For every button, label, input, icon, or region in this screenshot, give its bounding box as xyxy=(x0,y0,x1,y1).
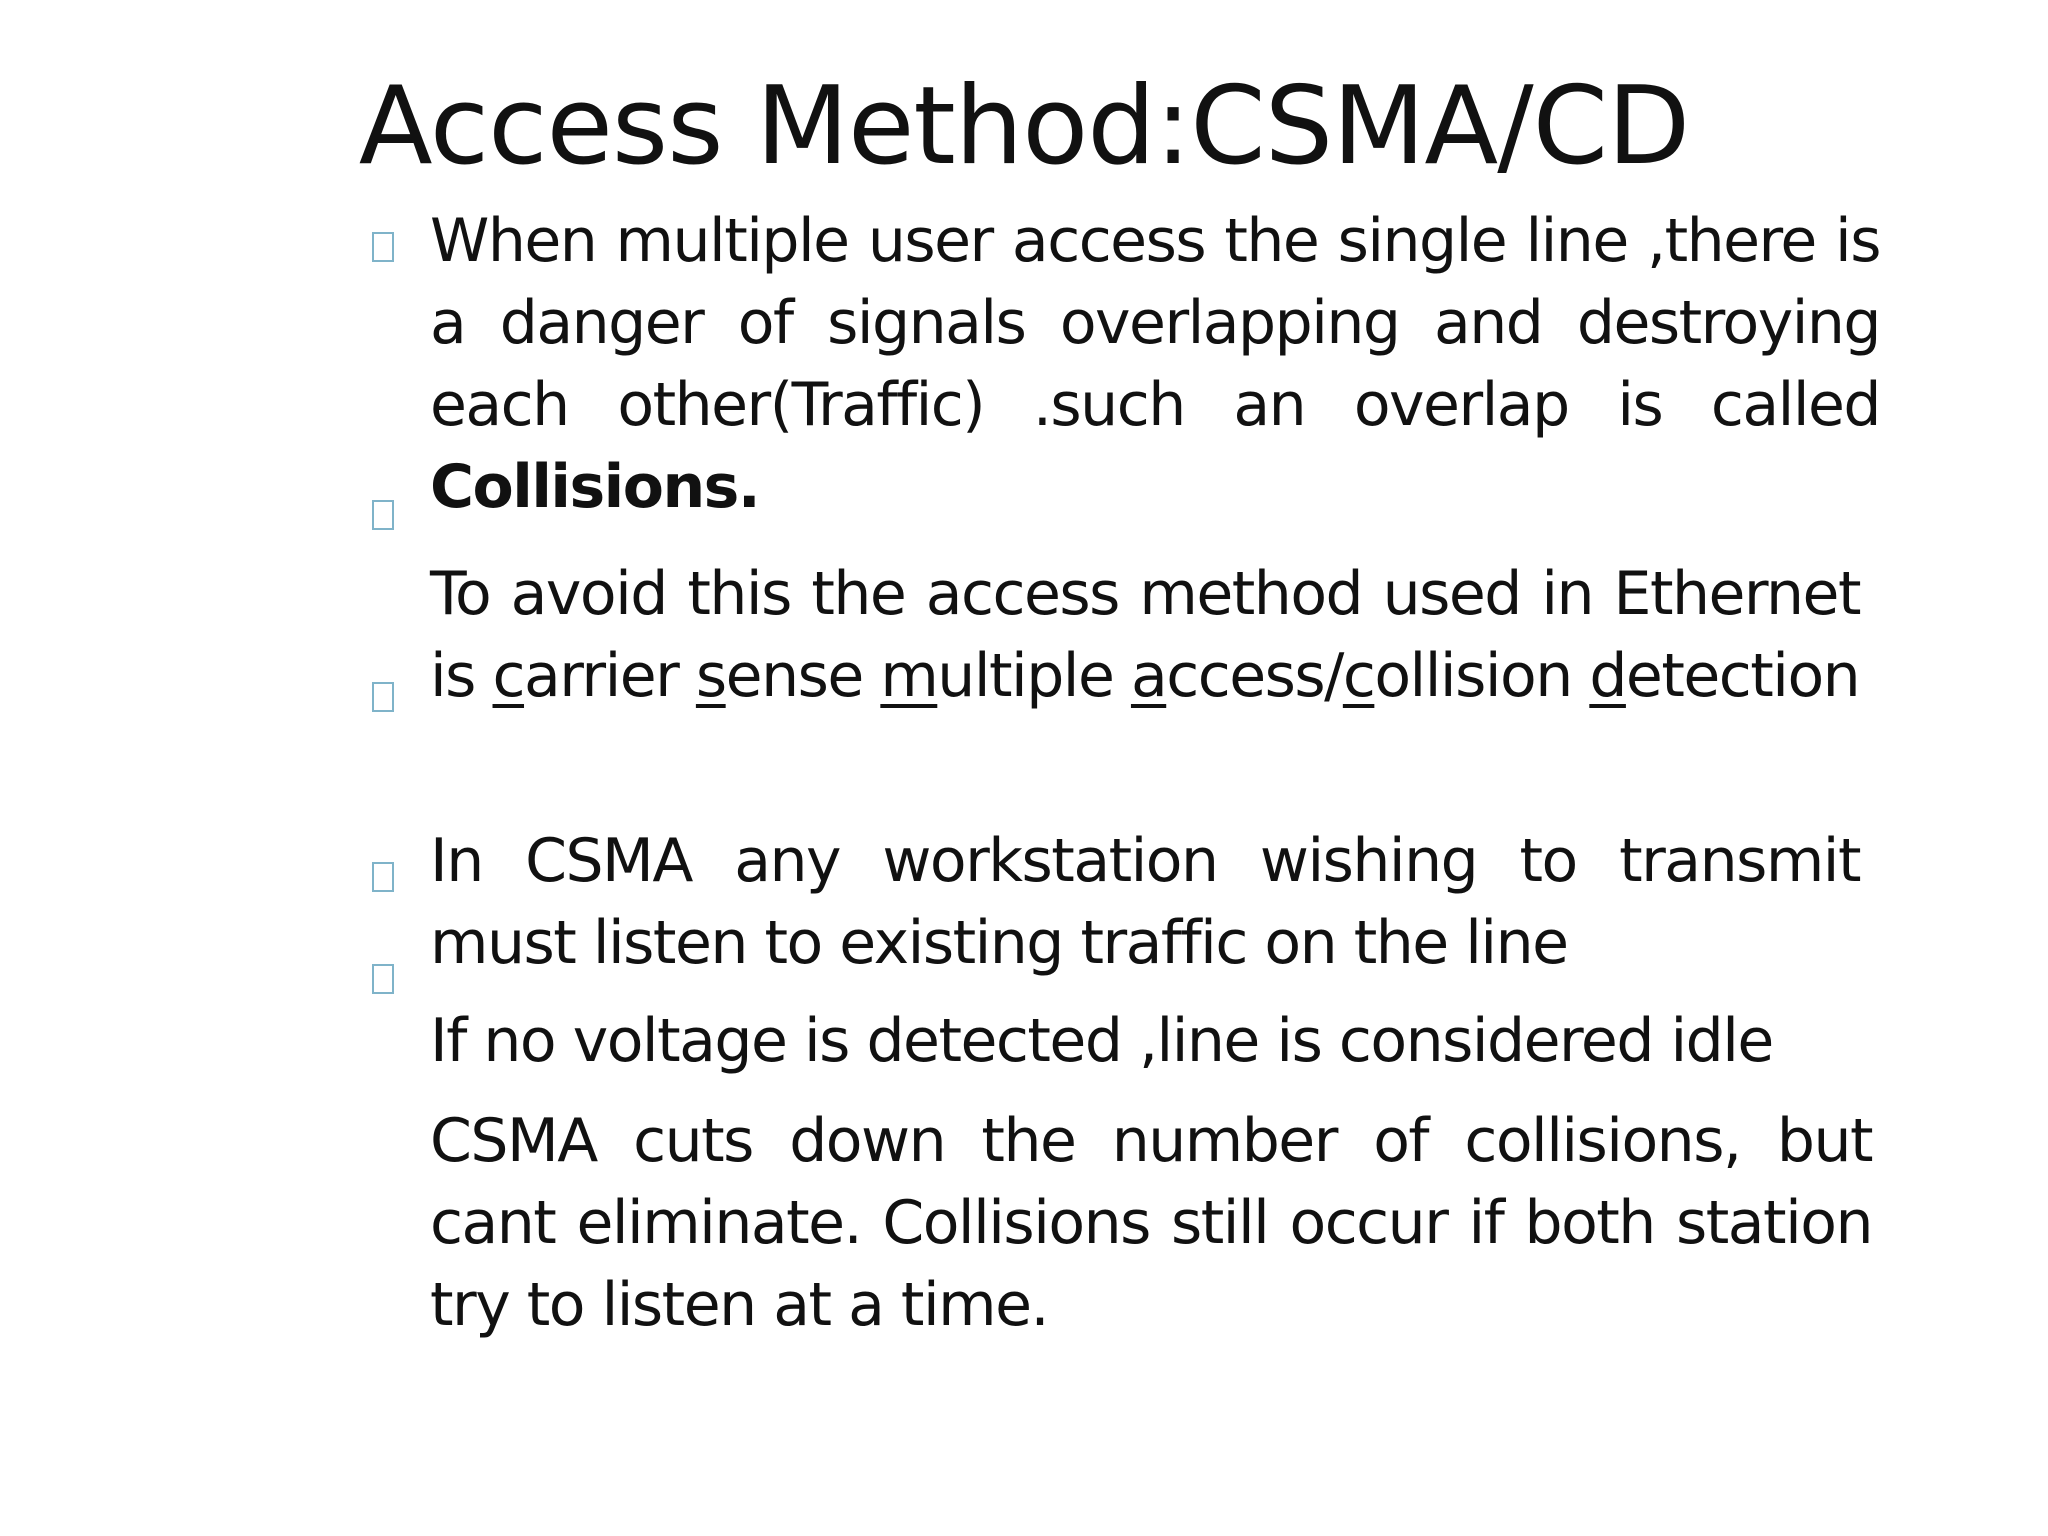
paragraph-text: To avoid this the access method used in Ethernet is xyxy=(430,559,1860,711)
paragraph-collisions xyxy=(430,200,1880,528)
paragraph-csma-cd xyxy=(430,553,1860,717)
acronym-letter: a xyxy=(1130,641,1167,711)
bullet-box-icon xyxy=(372,500,394,530)
slide-title: Access Method:CSMA/CD xyxy=(358,64,1690,189)
paragraph-idle: If no voltage is detected ,line is considered idle xyxy=(430,1006,1773,1076)
bullet-box-icon xyxy=(372,862,394,892)
acronym-letter: m xyxy=(880,641,938,711)
word-part: ollision xyxy=(1374,641,1590,711)
paragraph-text: When multiple user access the single line ,there is a danger of signals overlapping and destroying each other(Traffic) .such an overlap is called xyxy=(430,206,1880,440)
word-part: ccess/ xyxy=(1166,641,1343,711)
word-part: ultiple xyxy=(937,641,1131,711)
word-part: arrier xyxy=(524,641,696,711)
word-part: ense xyxy=(725,641,881,711)
paragraph-limits: CSMA cuts down the number of collisions, but cant eliminate. Collisions still occur if both station try to listen at a time. xyxy=(430,1106,1872,1340)
paragraph-listen: In CSMA any workstation wishing to transmit must listen to existing traffic on the line xyxy=(430,826,1860,978)
acronym-letter: c xyxy=(1342,641,1375,711)
acronym-letter: d xyxy=(1589,641,1626,711)
collisions-term: Collisions. xyxy=(430,452,760,522)
bullet-box-icon xyxy=(372,232,394,262)
acronym-letter: c xyxy=(492,641,525,711)
bullet-box-icon xyxy=(372,682,394,712)
acronym-letter: s xyxy=(695,641,726,711)
word-part: etection xyxy=(1625,641,1860,711)
bullet-box-icon xyxy=(372,964,394,994)
